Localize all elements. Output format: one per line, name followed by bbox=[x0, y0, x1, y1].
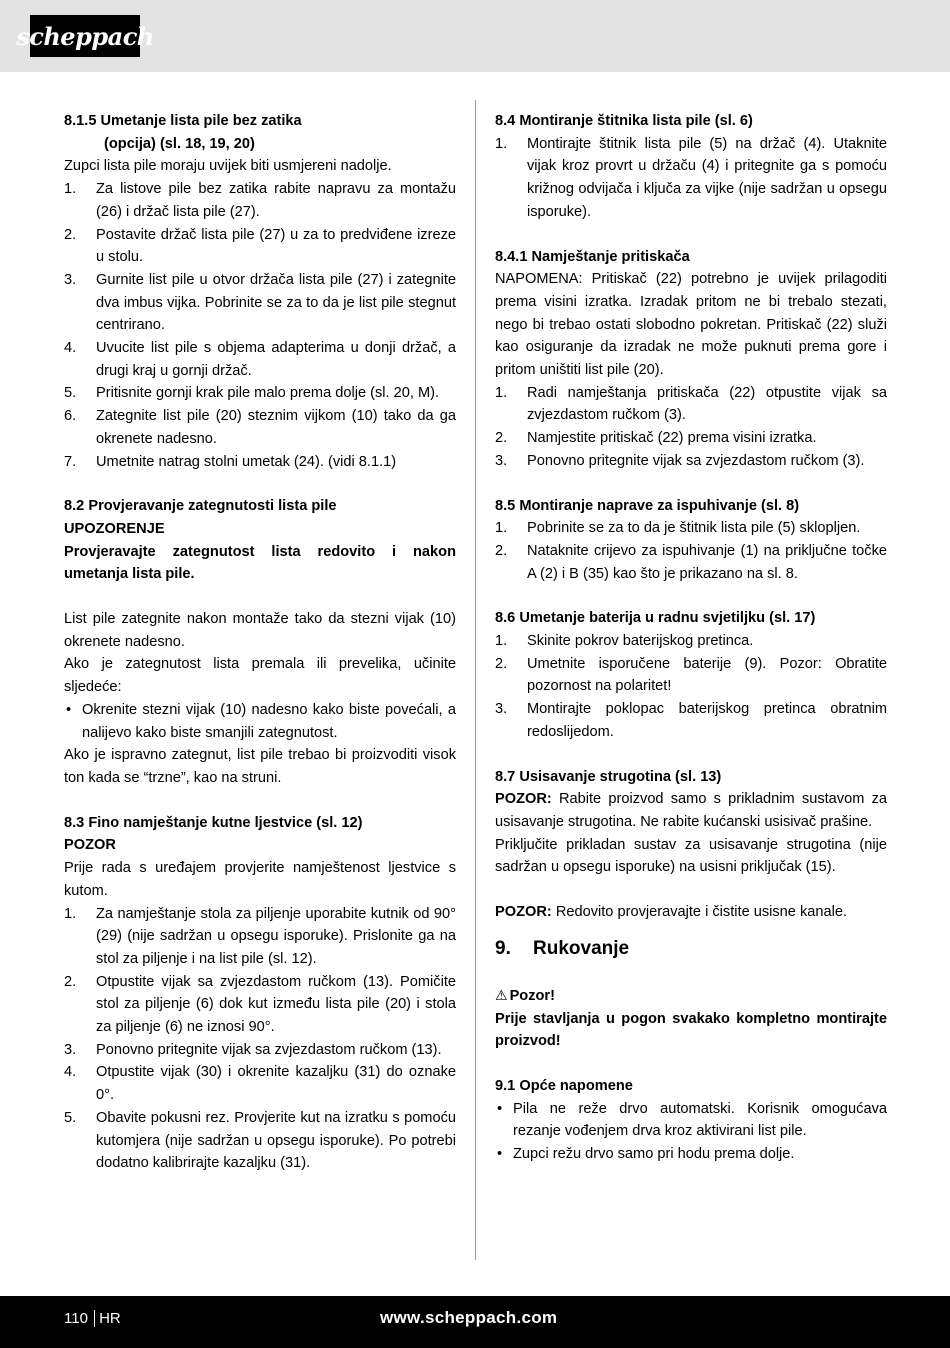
left-column bbox=[64, 110, 456, 1175]
section-8-7-caution: POZOR: Rabite proizvod samo s prikladnim sustavom za usisavanje strugotina. Ne rabite kućanski usisivač prašine. bbox=[495, 791, 887, 830]
list-item: 6. Zategnite list pile (20) steznim vijkom (10) tako da ga okrenete nadesno. bbox=[64, 408, 456, 447]
section-8-2-paragraph: List pile zategnite nakon montaže tako da stezni vijak (10) okrenete nadesno. bbox=[64, 611, 456, 650]
page-number: 110 HR bbox=[64, 1310, 121, 1327]
section-8-1-5-list bbox=[64, 178, 456, 473]
list-item: 3. Gurnite list pile u otvor držača lista pile (27) i zategnite dva imbus vijka. Pobrinite se za to da je list pile stegnut centrirano. bbox=[64, 271, 456, 334]
section-9-title: 9. Rukovanje bbox=[495, 937, 630, 959]
list-item: 2. Postavite držač lista pile (27) u za to predviđene izreze u stolu. bbox=[64, 226, 456, 266]
list-item: 2. Namjestite pritiskač (22) prema visini izratka. bbox=[495, 430, 817, 447]
section-8-6-list bbox=[495, 630, 887, 744]
list-item: • Zupci režu drvo samo pri hodu prema dolje. bbox=[497, 1146, 795, 1163]
list-item: 3. Ponovno pritegnite vijak sa zvjezdastom ručkom (13). bbox=[64, 1041, 442, 1058]
list-item: 5. Obavite pokusni rez. Provjerite kut na izratku s pomoću kutomjera (nije sadržan u opsegu isporuke). Po potrebi dodatno kalibrirajte kazaljku (31). bbox=[64, 1109, 456, 1172]
list-item: 7. Umetnite natrag stolni umetak (24). (vidi 8.1.1) bbox=[64, 453, 397, 470]
right-column bbox=[495, 110, 887, 1166]
list-item: 4. Otpustite vijak (30) i okrenite kazaljku (31) do oznake 0°. bbox=[64, 1064, 456, 1104]
section-8-7-paragraph: Priključite prikladan sustav za usisavanje strugotina (nije sadržan u opsegu isporuke) na usisni priključak (15). bbox=[495, 836, 887, 876]
warning-label: UPOZORENJE bbox=[64, 520, 165, 537]
list-item: • Okrenite stezni vijak (10) nadesno kako biste povećali, a nalijevo kako biste smanjili zategnutost. bbox=[66, 701, 456, 741]
list-item: 3. Montirajte poklopac baterijskog pretinca obratnim redoslijedom. bbox=[495, 701, 887, 740]
warning-heading: ⚠ Pozor! bbox=[495, 984, 887, 1008]
section-8-1-5-intro: Zupci lista pile moraju uvijek biti usmjereni nadolje. bbox=[64, 158, 392, 175]
list-item: 1. Radi namještanja pritiskača (22) otpustite vijak sa zvjezdastom ručkom (3). bbox=[495, 384, 887, 424]
section-8-2-paragraph: Ako je ispravno zategnut, list pile trebao bi proizvoditi visok ton kada se “trzne”, kao na struni. bbox=[64, 747, 456, 786]
section-8-3-intro: Prije rada s uređajem provjerite namještenost ljestvice s kutom. bbox=[64, 860, 456, 899]
section-8-3-list bbox=[64, 903, 456, 1175]
caution-label: POZOR bbox=[64, 837, 116, 854]
list-item: 2. Nataknite crijevo za ispuhivanje (1) na priključne točke A (2) i B (35) kao što je prikazano na sl. 8. bbox=[495, 542, 887, 582]
scheppach-logo: scheppach bbox=[30, 15, 140, 57]
section-8-2-paragraph: Ako je zategnutost lista premala ili prevelika, učinite sljedeće: bbox=[64, 656, 456, 696]
list-item: 1. Pobrinite se za to da je štitnik lista pile (5) sklopljen. bbox=[495, 520, 861, 537]
section-8-4-list bbox=[495, 133, 887, 224]
footer-bar bbox=[0, 1296, 950, 1348]
section-8-1-5-title: 8.1.5 Umetanje lista pile bez zatika bbox=[64, 113, 302, 129]
section-9-1-title: 9.1 Opće napomene bbox=[495, 1077, 633, 1094]
list-item: 1. Skinite pokrov baterijskog pretinca. bbox=[495, 633, 754, 650]
section-8-4-1-list bbox=[495, 382, 887, 473]
section-8-7-caution: POZOR: Redovito provjeravajte i čistite usisne kanale. bbox=[495, 904, 848, 921]
list-item: 2. Umetnite isporučene baterije (9). Pozor: Obratite pozornost na polaritet! bbox=[495, 655, 887, 695]
warning-text: Prije stavljanja u pogon svakako kompletno montirajte proizvod! bbox=[495, 1010, 887, 1050]
list-item: 4. Uvucite list pile s objema adapterima u donji držač, a drugi kraj u gornji držač. bbox=[64, 340, 456, 379]
section-8-5-list bbox=[495, 517, 887, 585]
section-9-1-bullets bbox=[495, 1098, 887, 1166]
warning-triangle-icon: ⚠ bbox=[495, 986, 508, 1003]
section-8-1-5-subtitle: (opcija) (sl. 18, 19, 20) bbox=[104, 135, 255, 152]
section-8-5-title: 8.5 Montiranje naprave za ispuhivanje (sl. 8) bbox=[495, 497, 800, 514]
header-bar bbox=[0, 0, 950, 72]
section-8-4-1-title: 8.4.1 Namještanje pritiskača bbox=[495, 248, 690, 265]
section-8-7-title: 8.7 Usisavanje strugotina (sl. 13) bbox=[495, 768, 722, 785]
section-8-4-1-note: NAPOMENA: Pritiskač (22) potrebno je uvijek prilagoditi prema visini izratka. Izradak pritom ne bi trebalo stezati, nego bi trebao ostati slobodno pokretan. Pritiskač (22) služi kao osiguranje da izradak ne može puknuti prema gore i pritom uništiti list pile (20). bbox=[495, 271, 887, 379]
list-item: 3. Ponovno pritegnite vijak sa zvjezdastom ručkom (3). bbox=[495, 452, 865, 469]
section-8-2-bullets bbox=[64, 699, 456, 744]
list-item: 1. Montirajte štitnik lista pile (5) na držač (4). Utaknite vijak kroz provrt u držaču (4) i pritegnite ga s pomoću križnog odvijača i ključa za vijke (nije sadržan u opsegu isporuke). bbox=[495, 135, 887, 220]
list-item: 5. Pritisnite gornji krak pile malo prema dolje (sl. 20, M). bbox=[64, 385, 440, 402]
list-item: 2. Otpustite vijak sa zvjezdastom ručkom (13). Pomičite stol za piljenje (6) dok kut između lista pile (20) i stola za piljenje (6) ne iznosi 90°. bbox=[64, 973, 456, 1036]
section-8-4-title: 8.4 Montiranje štitnika lista pile (sl. 6) bbox=[495, 113, 753, 129]
section-8-6-title: 8.6 Umetanje baterija u radnu svjetiljku (sl. 17) bbox=[495, 610, 816, 627]
list-item: 1. Za listove pile bez zatika rabite napravu za montažu (26) i držač lista pile (27). bbox=[64, 181, 456, 220]
website-link[interactable]: www.scheppach.com bbox=[380, 1308, 558, 1327]
list-item: • Pila ne reže drvo automatski. Korisnik omogućava rezanje vođenjem drva kroz aktivirani list pile. bbox=[497, 1100, 887, 1140]
warning-text: Provjeravajte zategnutost lista redovito i nakon umetanja lista pile. bbox=[64, 543, 456, 583]
list-item: 1. Za namještanje stola za piljenje uporabite kutnik od 90° (29) (nije sadržan u opsegu isporuke). Prislonite ga na stol za piljenje i na list pile (sl. 12). bbox=[64, 905, 456, 967]
column-divider bbox=[475, 100, 476, 1260]
section-8-3-title: 8.3 Fino namještanje kutne ljestvice (sl. 12) bbox=[64, 814, 363, 831]
section-8-2-title: 8.2 Provjeravanje zategnutosti lista pile bbox=[64, 498, 337, 515]
